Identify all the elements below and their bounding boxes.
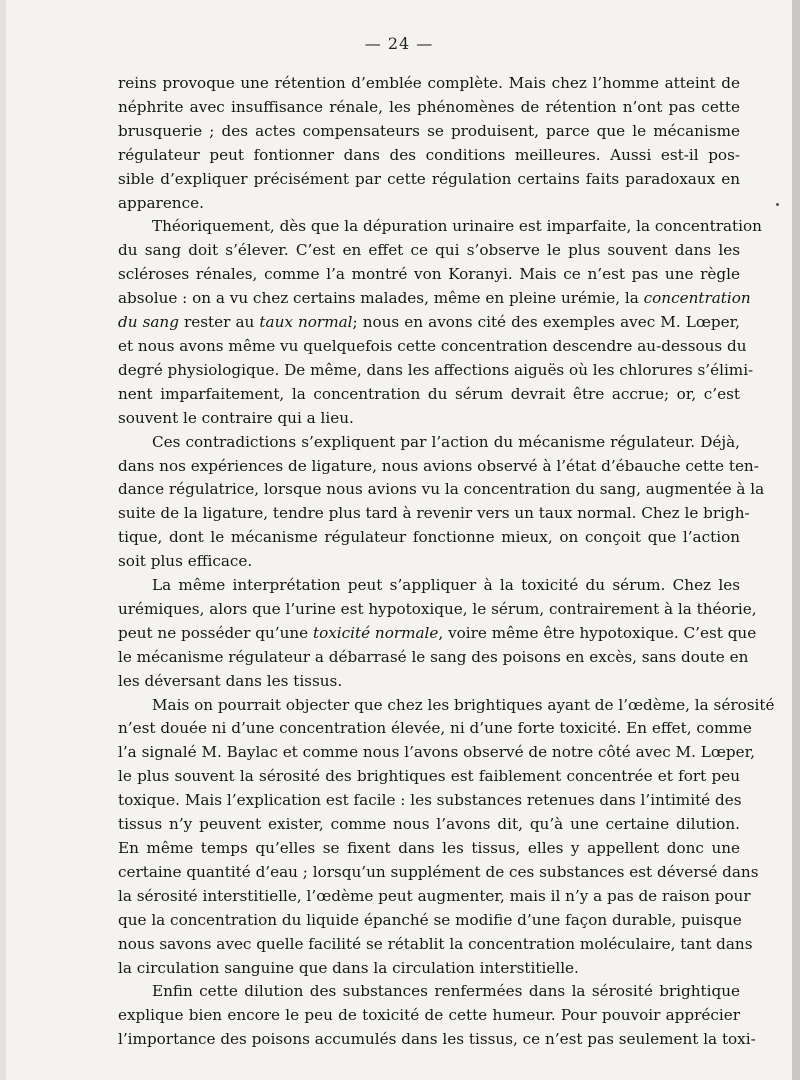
body-text [118,72,775,1052]
text-line: brusquerie ; des actes compensateurs se produisent, parce que le mécanisme [118,121,740,140]
text-line: suite de la ligature, tendre plus tard à revenir vers un taux normal. Chez le brigh- [118,504,750,523]
text-line: souvent le contraire qui a lieu. [118,408,354,427]
text-line: certaine quantité d’eau ; lorsqu’un supplément de ces substances est déversé dans [118,862,759,881]
text-line: apparence. [118,193,204,212]
ink-speck [776,203,779,206]
text-line: Enfin cette dilution des substances renfermées dans la sérosité brightique [152,982,740,1001]
text-line: degré physiologique. De même, dans les affections aiguës où les chlorures s’élimi- [118,360,754,379]
italic-phrase: taux normal [259,313,353,332]
text-line: Mais on pourrait objecter que chez les brightiques ayant de l’œdème, la sérosité [152,695,775,714]
page-number: — 24 — [364,34,434,53]
text-line: reins provoque une rétention d’emblée complète. Mais chez l’homme atteint de [118,74,740,92]
text-line: tissus n’y peuvent exister, comme nous l’avons dit, qu’à une certaine dilution. [118,815,740,834]
text-line: dance régulatrice, lorsque nous avions vu la concentration du sang, augmentée à la [118,480,765,499]
text-line-with-italic: peut ne posséder qu’une toxicité normale, voire même être hypotoxique. C’est que [118,623,757,642]
text-line: explique bien encore le peu de toxicité de cette humeur. Pour pouvoir apprécier [118,1006,740,1025]
text-line: scléroses rénales, comme l’a montré von Koranyi. Mais ce n’est pas une règle [118,265,740,284]
text-line: Ces contradictions s’expliquent par l’action du mécanisme régulateur. Déjà, [152,432,740,451]
text-line-with-italic: absolue : on a vu chez certains malades, même en pleine urémie, la concentration [118,289,751,308]
text-line: la circulation sanguine que dans la circulation interstitielle. [118,958,579,977]
text-line: et nous avons même vu quelquefois cette concentration descendre au-dessous du [118,336,747,355]
text-line: soit plus efficace. [118,552,253,571]
document-page [6,0,792,1080]
italic-phrase: du sang [118,313,179,332]
text-line: le plus souvent la sérosité des brightiques est faiblement concentrée et fort peu [118,767,740,786]
text-line: Théoriquement, dès que la dépuration urinaire est imparfaite, la concentration [152,217,762,236]
text-line: sible d’expliquer précisément par cette régulation certains faits paradoxaux en [118,169,740,188]
text-line: néphrite avec insuffisance rénale, les phénomènes de rétention n’ont pas cette [118,97,740,116]
text-line: le mécanisme régulateur a débarrasé le sang des poisons en excès, sans doute en [118,647,749,666]
text-line: la sérosité interstitielle, l’œdème peut augmenter, mais il n’y a pas de raison pour [118,886,751,905]
text-line: nous savons avec quelle facilité se rétablit la concentration moléculaire, tant dans [118,934,753,953]
text-line: urémiques, alors que l’urine est hypotoxique, le sérum, contrairement à la théorie, [118,599,757,618]
text-line: n’est douée ni d’une concentration élevée, ni d’une forte toxicité. En effet, comme [118,719,752,738]
text-line: tique, dont le mécanisme régulateur fonctionne mieux, on conçoit que l’action [118,528,740,547]
italic-phrase: concentration [643,289,751,308]
text-line: nent imparfaitement, la concentration du sérum devrait être accrue; or, c’est [118,384,740,403]
text-line: que la concentration du liquide épanché se modifie d’une façon durable, puisque [118,910,742,929]
text-line: les déversant dans les tissus. [118,671,343,690]
text-line: En même temps qu’elles se fixent dans les tissus, elles y appellent donc une [118,839,740,857]
text-line: La même interprétation peut s’appliquer à la toxicité du sérum. Chez les [152,576,740,595]
text-line: l’importance des poisons accumulés dans les tissus, ce n’est pas seulement la toxi- [118,1030,756,1049]
text-line: l’a signalé M. Baylac et comme nous l’avons observé de notre côté avec M. Lœper, [118,743,755,762]
italic-phrase: toxicité normale [312,623,439,642]
page-edge-shadow [792,0,800,1080]
text-line: régulateur peut fontionner dans des conditions meilleures. Aussi est-il pos- [118,145,740,164]
text-line: du sang doit s’élever. C’est en effet ce qui s’observe le plus souvent dans les [118,241,740,260]
text-line-with-italic: du sang rester au taux normal; nous en avons cité des exemples avec M. Lœper, [118,313,740,332]
text-line: toxique. Mais l’explication est facile : les substances retenues dans l’intimité des [118,791,742,810]
text-line: dans nos expériences de ligature, nous avions observé à l’état d’ébauche cette ten- [118,456,759,475]
